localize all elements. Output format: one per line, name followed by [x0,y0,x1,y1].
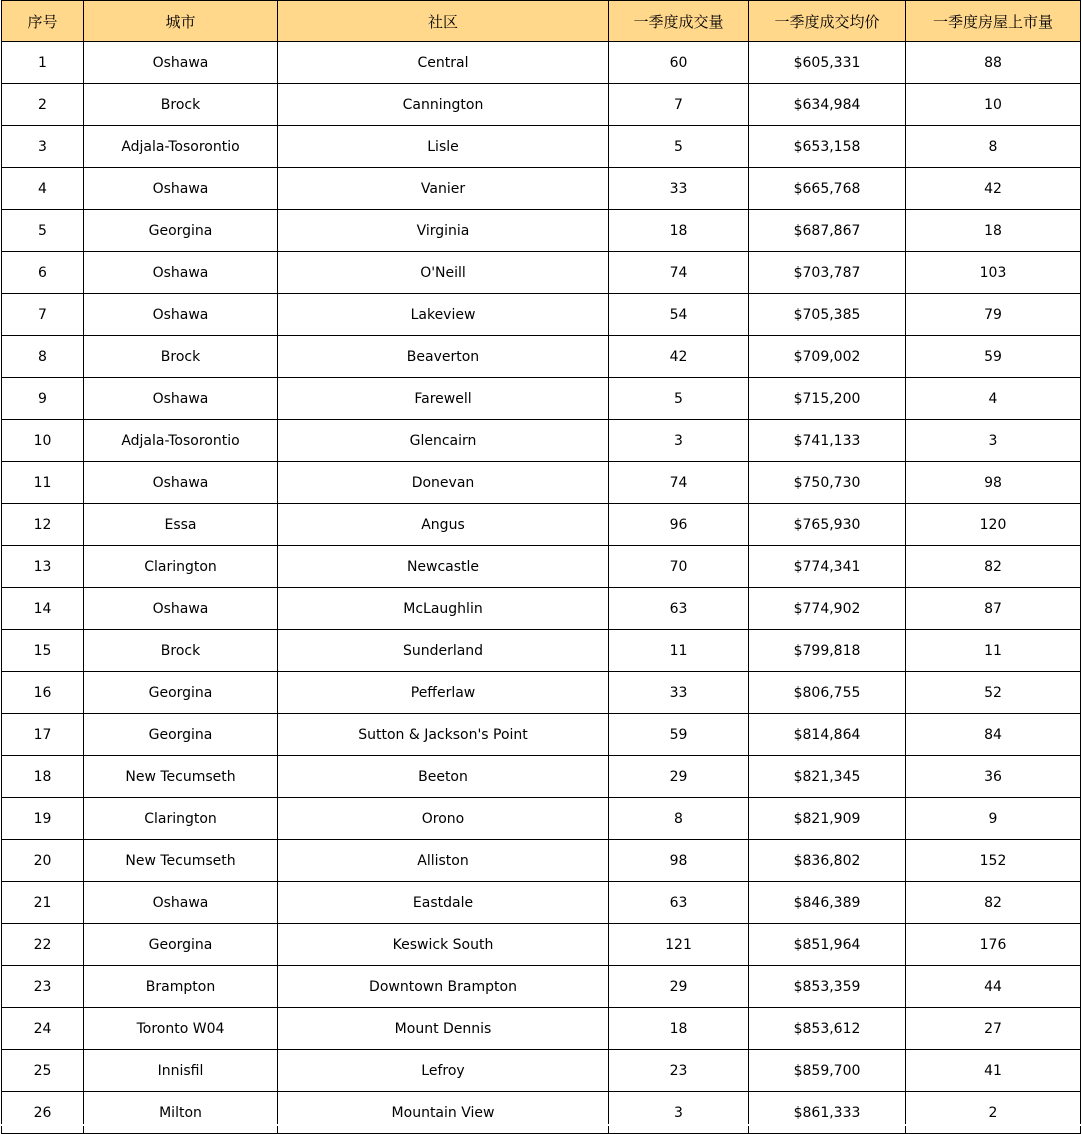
cell-average-price: $665,768 [749,168,906,210]
cell-city: Oshawa [84,378,278,420]
cell-community: Pefferlaw [278,672,609,714]
cell-new-listings: 52 [906,672,1081,714]
table-row [2,882,1081,924]
cell-average-price: $853,612 [749,1008,906,1050]
table-row [2,714,1081,756]
cell-sales-volume: 54 [609,294,749,336]
cell-index: 8 [2,336,84,378]
cell-city: Georgina [84,924,278,966]
cell-community: Downtown Brampton [278,966,609,1008]
table-row [2,126,1081,168]
cell-average-price: $821,345 [749,756,906,798]
cell-average-price: $821,909 [749,798,906,840]
cell-community: Farewell [278,378,609,420]
cell-community: Mountain View [278,1092,609,1134]
cell-community: Lisle [278,126,609,168]
cell-city: New Tecumseth [84,756,278,798]
cell-index: 25 [2,1050,84,1092]
cell-sales-volume: 121 [609,924,749,966]
cell-sales-volume: 5 [609,126,749,168]
cell-sales-volume: 7 [609,84,749,126]
cell-new-listings: 79 [906,294,1081,336]
table-row [2,756,1081,798]
cell-community: Eastdale [278,882,609,924]
housing-sales-table [1,0,1081,1134]
cell-index: 12 [2,504,84,546]
table-row [2,672,1081,714]
table-row [2,462,1081,504]
cell-sales-volume: 70 [609,546,749,588]
cell-sales-volume: 42 [609,336,749,378]
cell-community: Sunderland [278,630,609,672]
cell-community: Central [278,42,609,84]
cell-community: Sutton & Jackson's Point [278,714,609,756]
cell-community: Lefroy [278,1050,609,1092]
cell-city: Oshawa [84,882,278,924]
cell-community: Lakeview [278,294,609,336]
table-row [2,210,1081,252]
cell-sales-volume: 3 [609,1092,749,1134]
cell-average-price: $774,341 [749,546,906,588]
cell-city: Georgina [84,210,278,252]
cell-city: Brock [84,84,278,126]
cell-community: Virginia [278,210,609,252]
cell-index: 4 [2,168,84,210]
table-row [2,1092,1081,1134]
cell-average-price: $836,802 [749,840,906,882]
cell-new-listings: 4 [906,378,1081,420]
cell-city: Adjala-Tosorontio [84,126,278,168]
cell-city: Oshawa [84,168,278,210]
cell-new-listings: 44 [906,966,1081,1008]
cell-average-price: $715,200 [749,378,906,420]
cell-average-price: $861,333 [749,1092,906,1134]
cell-new-listings: 42 [906,168,1081,210]
cell-index: 20 [2,840,84,882]
cell-community: Cannington [278,84,609,126]
cell-average-price: $709,002 [749,336,906,378]
table-row [2,588,1081,630]
header-q1-average-price: 一季度成交均价 [749,1,906,42]
cell-city: Clarington [84,798,278,840]
table-row [2,1008,1081,1050]
cell-new-listings: 82 [906,882,1081,924]
cell-sales-volume: 63 [609,588,749,630]
table-row [2,378,1081,420]
cell-average-price: $605,331 [749,42,906,84]
header-index: 序号 [2,1,84,42]
cell-community: Donevan [278,462,609,504]
cell-city: Oshawa [84,588,278,630]
table-row [2,630,1081,672]
cell-new-listings: 98 [906,462,1081,504]
cell-index: 5 [2,210,84,252]
cell-average-price: $853,359 [749,966,906,1008]
table-row [2,336,1081,378]
table-body [2,42,1081,1134]
cell-community: Vanier [278,168,609,210]
cell-sales-volume: 63 [609,882,749,924]
cell-average-price: $799,818 [749,630,906,672]
cell-new-listings: 3 [906,420,1081,462]
header-q1-new-listings: 一季度房屋上市量 [906,1,1081,42]
cell-city: Clarington [84,546,278,588]
table-row [2,840,1081,882]
cell-community: O'Neill [278,252,609,294]
cell-city: Brampton [84,966,278,1008]
cell-sales-volume: 98 [609,840,749,882]
cell-city: Brock [84,630,278,672]
cell-average-price: $814,864 [749,714,906,756]
cell-new-listings: 84 [906,714,1081,756]
cell-city: Georgina [84,714,278,756]
cell-sales-volume: 11 [609,630,749,672]
cell-community: Alliston [278,840,609,882]
cell-community: Glencairn [278,420,609,462]
cell-city: Oshawa [84,294,278,336]
cell-city: Oshawa [84,252,278,294]
cell-city: Oshawa [84,462,278,504]
cell-average-price: $750,730 [749,462,906,504]
header-community: 社区 [278,1,609,42]
cell-index: 18 [2,756,84,798]
cell-index: 1 [2,42,84,84]
table-row [2,252,1081,294]
cell-new-listings: 88 [906,42,1081,84]
table-row [2,504,1081,546]
cell-average-price: $846,389 [749,882,906,924]
cell-new-listings: 2 [906,1092,1081,1134]
cell-sales-volume: 8 [609,798,749,840]
cell-city: Adjala-Tosorontio [84,420,278,462]
cell-sales-volume: 74 [609,252,749,294]
cell-new-listings: 41 [906,1050,1081,1092]
cell-average-price: $705,385 [749,294,906,336]
cell-new-listings: 10 [906,84,1081,126]
cell-community: Beaverton [278,336,609,378]
cell-index: 17 [2,714,84,756]
cell-new-listings: 27 [906,1008,1081,1050]
cell-index: 9 [2,378,84,420]
cell-new-listings: 82 [906,546,1081,588]
cell-city: Toronto W04 [84,1008,278,1050]
table-row [2,168,1081,210]
cell-index: 26 [2,1092,84,1134]
cell-new-listings: 36 [906,756,1081,798]
table-row [2,966,1081,1008]
cell-new-listings: 103 [906,252,1081,294]
cell-community: Beeton [278,756,609,798]
table-header [2,1,1081,42]
cell-new-listings: 176 [906,924,1081,966]
cell-sales-volume: 18 [609,210,749,252]
table-row [2,798,1081,840]
cell-community: Mount Dennis [278,1008,609,1050]
cell-index: 2 [2,84,84,126]
cell-community: McLaughlin [278,588,609,630]
cell-index: 15 [2,630,84,672]
cell-index: 16 [2,672,84,714]
cell-city: Innisfil [84,1050,278,1092]
cell-city: New Tecumseth [84,840,278,882]
cell-average-price: $687,867 [749,210,906,252]
cell-index: 3 [2,126,84,168]
cell-sales-volume: 96 [609,504,749,546]
cell-sales-volume: 74 [609,462,749,504]
cell-index: 23 [2,966,84,1008]
cell-index: 21 [2,882,84,924]
cell-average-price: $653,158 [749,126,906,168]
cell-new-listings: 152 [906,840,1081,882]
cell-average-price: $765,930 [749,504,906,546]
cell-index: 7 [2,294,84,336]
table-row [2,924,1081,966]
table-row [2,84,1081,126]
cell-sales-volume: 33 [609,672,749,714]
cell-community: Newcastle [278,546,609,588]
cell-average-price: $806,755 [749,672,906,714]
cell-index: 10 [2,420,84,462]
cell-sales-volume: 60 [609,42,749,84]
cell-new-listings: 59 [906,336,1081,378]
cell-sales-volume: 59 [609,714,749,756]
cell-community: Angus [278,504,609,546]
cell-sales-volume: 29 [609,966,749,1008]
cell-new-listings: 87 [906,588,1081,630]
cell-index: 6 [2,252,84,294]
cell-sales-volume: 33 [609,168,749,210]
table-row [2,294,1081,336]
table-row [2,546,1081,588]
cell-new-listings: 9 [906,798,1081,840]
cell-city: Oshawa [84,42,278,84]
cell-sales-volume: 23 [609,1050,749,1092]
cell-city: Milton [84,1092,278,1134]
cell-index: 24 [2,1008,84,1050]
cell-new-listings: 11 [906,630,1081,672]
cell-new-listings: 8 [906,126,1081,168]
cell-city: Brock [84,336,278,378]
cell-average-price: $703,787 [749,252,906,294]
table-row [2,42,1081,84]
cell-average-price: $634,984 [749,84,906,126]
cell-average-price: $851,964 [749,924,906,966]
table-row [2,1050,1081,1092]
cell-city: Georgina [84,672,278,714]
cell-average-price: $859,700 [749,1050,906,1092]
cell-community: Keswick South [278,924,609,966]
cell-sales-volume: 18 [609,1008,749,1050]
cell-new-listings: 18 [906,210,1081,252]
cell-index: 22 [2,924,84,966]
cell-average-price: $741,133 [749,420,906,462]
cell-sales-volume: 3 [609,420,749,462]
cell-city: Essa [84,504,278,546]
header-city: 城市 [84,1,278,42]
cell-sales-volume: 5 [609,378,749,420]
cell-sales-volume: 29 [609,756,749,798]
header-row [2,1,1081,42]
cell-index: 13 [2,546,84,588]
cell-index: 14 [2,588,84,630]
cell-index: 11 [2,462,84,504]
table-row [2,420,1081,462]
cell-index: 19 [2,798,84,840]
header-q1-sales-volume: 一季度成交量 [609,1,749,42]
cell-new-listings: 120 [906,504,1081,546]
cell-community: Orono [278,798,609,840]
cell-average-price: $774,902 [749,588,906,630]
